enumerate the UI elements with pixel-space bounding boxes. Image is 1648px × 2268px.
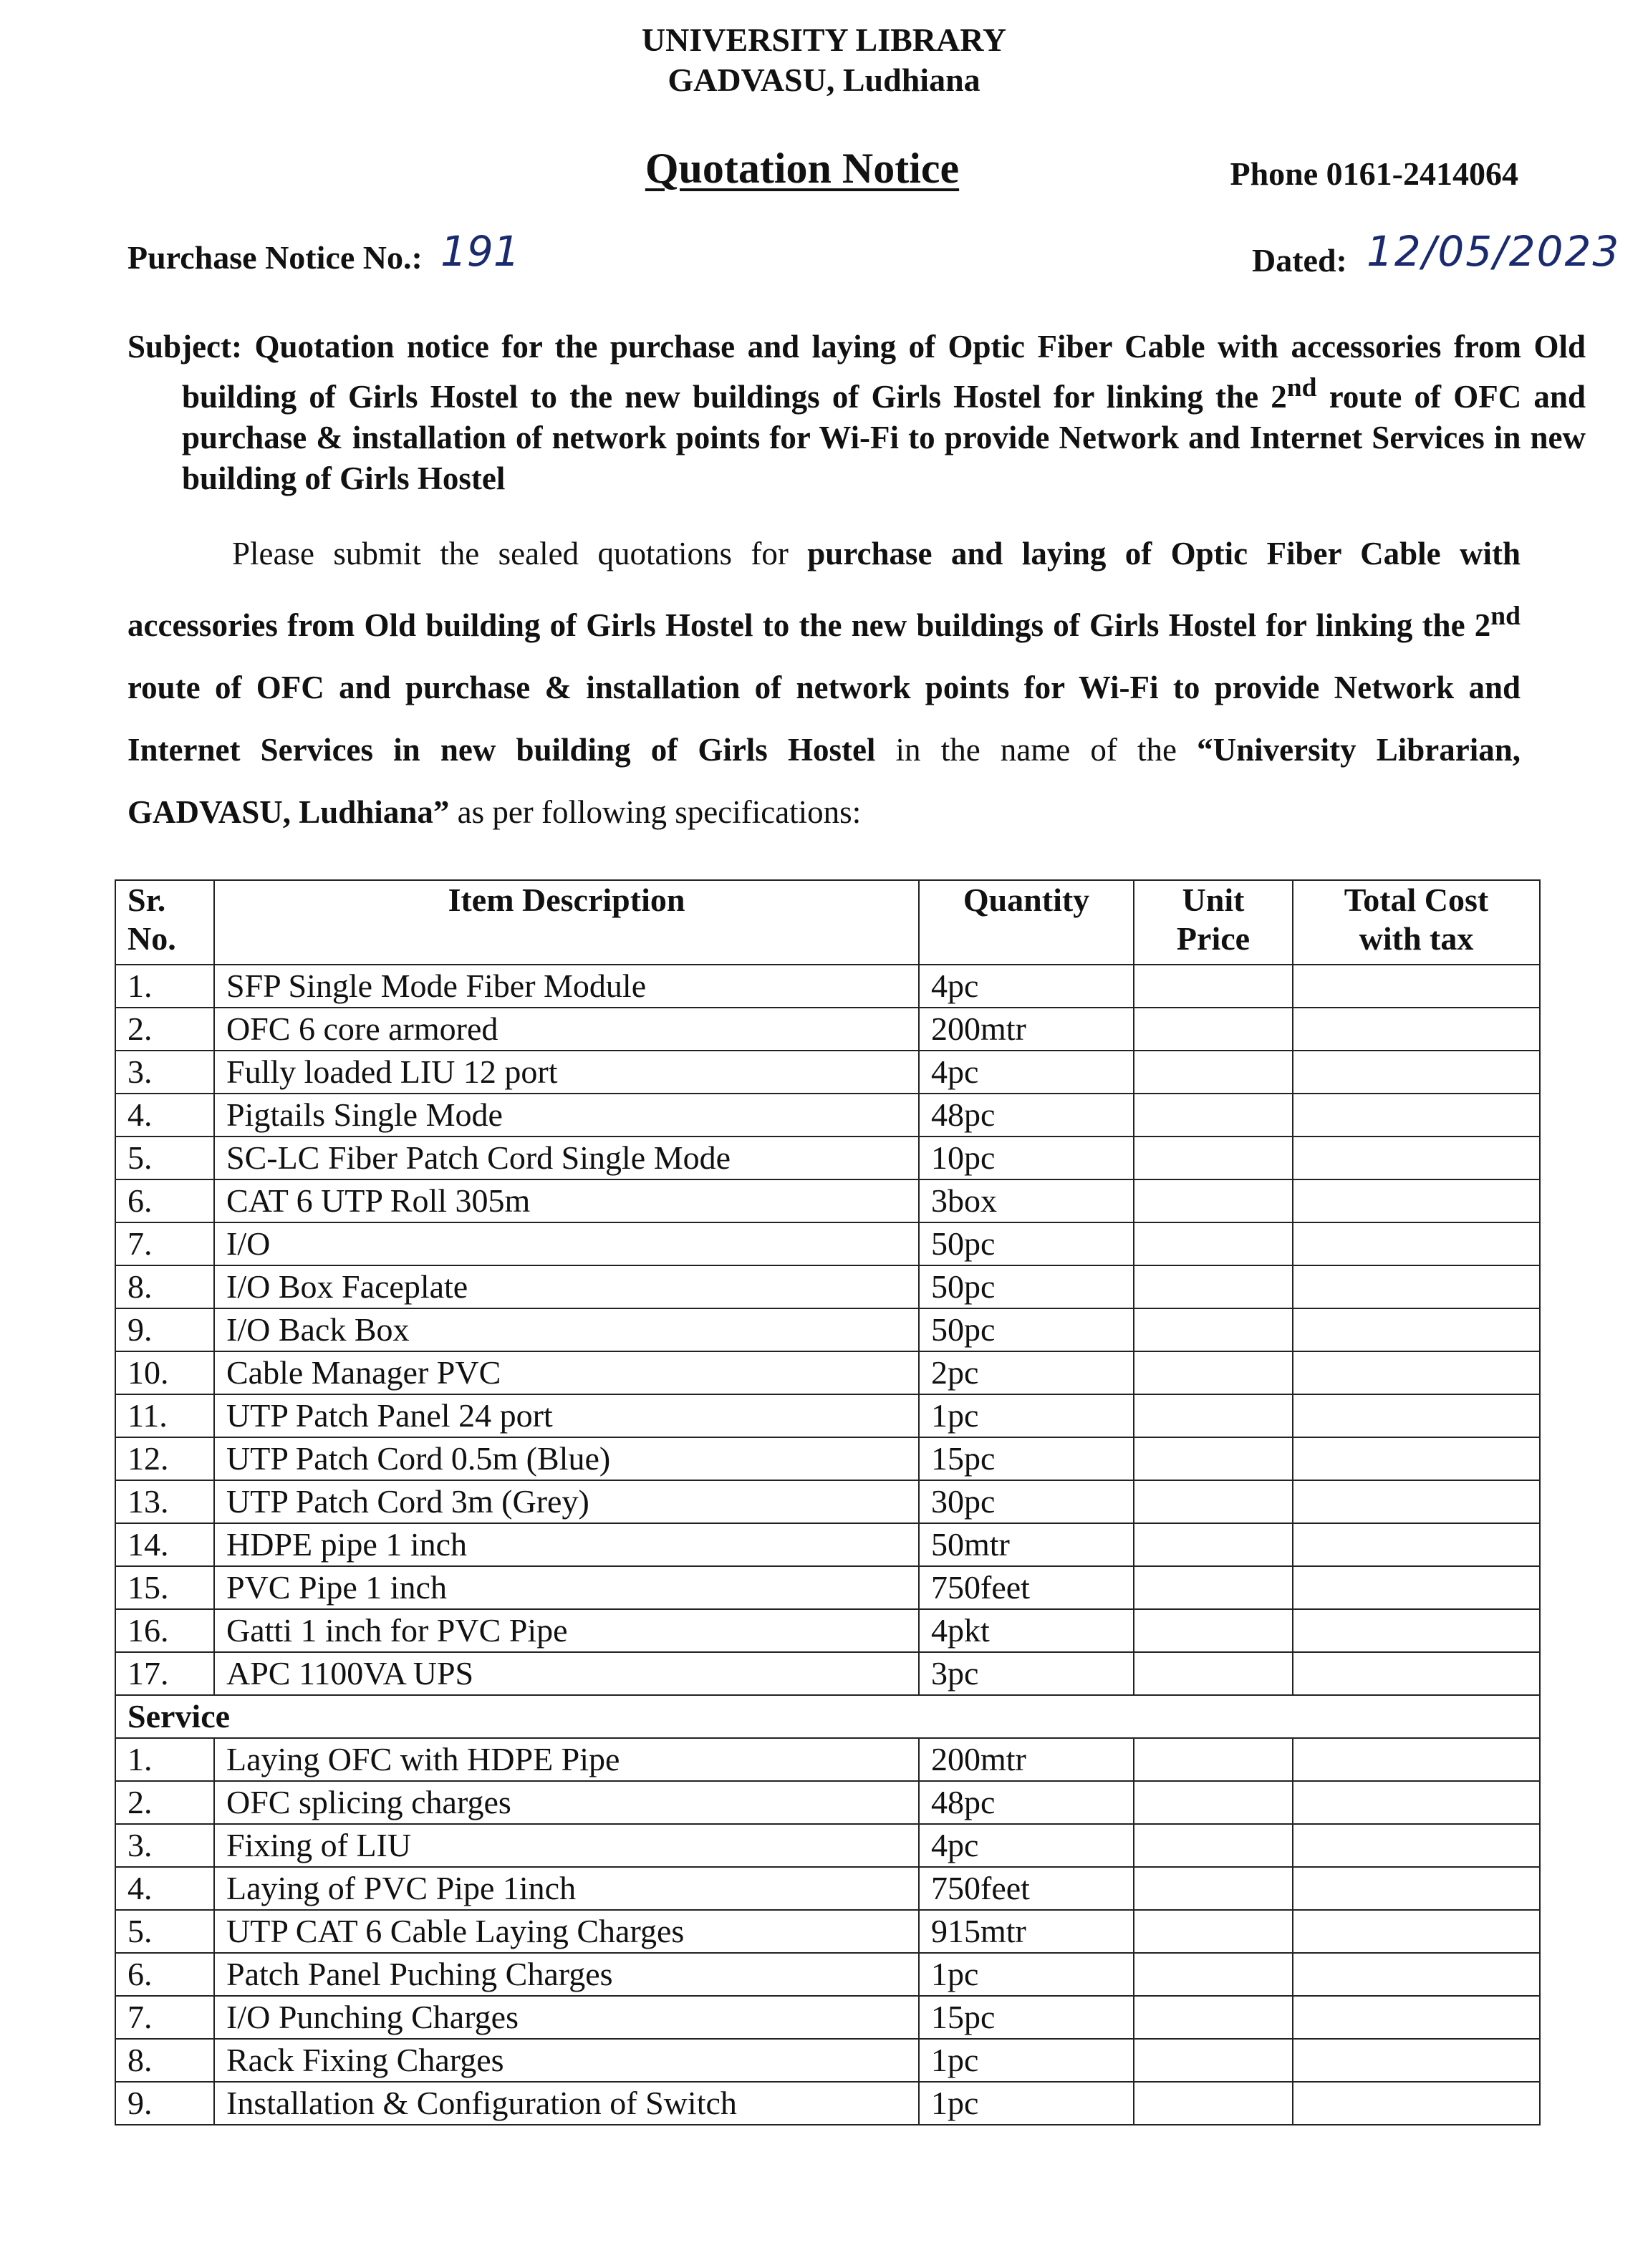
row-unit-price	[1134, 1094, 1293, 1137]
row-quantity: 1pc	[919, 2082, 1134, 2125]
row-item-description: Fully loaded LIU 12 port	[214, 1051, 919, 1094]
subject-label: Subject:	[127, 329, 242, 365]
table-row	[115, 1308, 1540, 1351]
row-item-description: I/O Box Faceplate	[214, 1265, 919, 1308]
table-row	[115, 1738, 1540, 1781]
body-bold-part2: route of OFC and purchase & installation of network points for Wi-Fi to provide Network and Internet Services in new building of Girls Hostel	[127, 670, 1521, 768]
row-sr-no: 3.	[115, 1824, 214, 1867]
row-unit-price	[1134, 1996, 1293, 2039]
row-quantity: 2pc	[919, 1351, 1134, 1394]
row-unit-price	[1134, 1137, 1293, 1179]
row-quantity: 50mtr	[919, 1523, 1134, 1566]
library-name: UNIVERSITY LIBRARY	[641, 21, 1007, 58]
table-row	[115, 1222, 1540, 1265]
row-total-cost	[1293, 1566, 1540, 1609]
row-item-description: HDPE pipe 1 inch	[214, 1523, 919, 1566]
row-sr-no: 7.	[115, 1996, 214, 2039]
row-unit-price	[1134, 2039, 1293, 2082]
subject-text: Quotation notice for the purchase and laying of Optic Fiber Cable with accessories from Old building of Girls Hostel to the new buildings of Girls Hostel for linking the 2	[182, 329, 1586, 415]
table-row	[115, 1179, 1540, 1222]
row-item-description: Laying of PVC Pipe 1inch	[214, 1867, 919, 1910]
row-sr-no: 2.	[115, 1781, 214, 1824]
row-sr-no: 14.	[115, 1523, 214, 1566]
body-quoted-name: “University Librarian, GADVASU, Ludhiana”	[127, 732, 1521, 830]
row-item-description: Rack Fixing Charges	[214, 2039, 919, 2082]
row-total-cost	[1293, 1394, 1540, 1437]
row-sr-no: 10.	[115, 1351, 214, 1394]
row-sr-no: 4.	[115, 1867, 214, 1910]
table-row	[115, 1867, 1540, 1910]
row-total-cost	[1293, 1652, 1540, 1695]
row-sr-no: 11.	[115, 1394, 214, 1437]
row-quantity: 200mtr	[919, 1008, 1134, 1051]
row-unit-price	[1134, 1480, 1293, 1523]
row-item-description: OFC splicing charges	[214, 1781, 919, 1824]
dated-value: 12/05/2023	[1367, 227, 1621, 276]
subject-superscript: nd	[1286, 373, 1317, 402]
body-intro: Please submit the sealed quotations for	[232, 536, 808, 571]
row-total-cost	[1293, 1996, 1540, 2039]
row-sr-no: 15.	[115, 1566, 214, 1609]
row-item-description: Fixing of LIU	[214, 1824, 919, 1867]
table-row	[115, 1953, 1540, 1996]
row-total-cost	[1293, 1781, 1540, 1824]
row-item-description: OFC 6 core armored	[214, 1008, 919, 1051]
row-item-description: PVC Pipe 1 inch	[214, 1566, 919, 1609]
service-section-label: Service	[115, 1695, 1540, 1738]
row-sr-no: 1.	[115, 1738, 214, 1781]
row-quantity: 30pc	[919, 1480, 1134, 1523]
row-total-cost	[1293, 1523, 1540, 1566]
row-quantity: 15pc	[919, 1996, 1134, 2039]
row-item-description: Laying OFC with HDPE Pipe	[214, 1738, 919, 1781]
row-quantity: 1pc	[919, 1953, 1134, 1996]
row-item-description: I/O Punching Charges	[214, 1996, 919, 2039]
row-quantity: 50pc	[919, 1222, 1134, 1265]
row-unit-price	[1134, 1437, 1293, 1480]
row-quantity: 1pc	[919, 2039, 1134, 2082]
table-row	[115, 1566, 1540, 1609]
university-location: GADVASU, Ludhiana	[668, 62, 980, 98]
body-superscript: nd	[1490, 602, 1521, 631]
notice-title: Quotation Notice	[645, 145, 960, 192]
table-row	[115, 1008, 1540, 1051]
row-quantity: 4pc	[919, 965, 1134, 1008]
row-item-description: Cable Manager PVC	[214, 1351, 919, 1394]
row-item-description: UTP Patch Panel 24 port	[214, 1394, 919, 1437]
header-sr-no: Sr. No.	[115, 880, 214, 965]
row-quantity: 750feet	[919, 1867, 1134, 1910]
header-total-cost: Total Cost with tax	[1293, 880, 1540, 965]
row-quantity: 915mtr	[919, 1910, 1134, 1953]
body-bold-part1: purchase and laying of Optic Fiber Cable with accessories from Old building of Girls Hostel to the new buildings of Girls Hostel for linking the 2	[127, 536, 1521, 643]
row-unit-price	[1134, 1523, 1293, 1566]
row-quantity: 4pkt	[919, 1609, 1134, 1652]
row-sr-no: 9.	[115, 2082, 214, 2125]
purchase-notice-number: 191	[440, 227, 520, 276]
body-middle: in the name of the	[875, 732, 1198, 768]
dated-label: Dated:	[1252, 242, 1347, 279]
row-sr-no: 3.	[115, 1051, 214, 1094]
row-quantity: 4pc	[919, 1824, 1134, 1867]
row-total-cost	[1293, 1351, 1540, 1394]
row-unit-price	[1134, 1609, 1293, 1652]
row-total-cost	[1293, 1437, 1540, 1480]
row-item-description: CAT 6 UTP Roll 305m	[214, 1179, 919, 1222]
row-unit-price	[1134, 1351, 1293, 1394]
row-total-cost	[1293, 1824, 1540, 1867]
row-total-cost	[1293, 1179, 1540, 1222]
row-unit-price	[1134, 1222, 1293, 1265]
row-quantity: 48pc	[919, 1094, 1134, 1137]
row-sr-no: 6.	[115, 1179, 214, 1222]
table-row	[115, 1523, 1540, 1566]
table-row	[115, 1824, 1540, 1867]
row-total-cost	[1293, 2039, 1540, 2082]
table-body	[115, 965, 1540, 2125]
table-row	[115, 1094, 1540, 1137]
row-total-cost	[1293, 1308, 1540, 1351]
row-sr-no: 8.	[115, 1265, 214, 1308]
row-total-cost	[1293, 1265, 1540, 1308]
table-row	[115, 965, 1540, 1008]
row-item-description: Gatti 1 inch for PVC Pipe	[214, 1609, 919, 1652]
row-total-cost	[1293, 1867, 1540, 1910]
body-ending: as per following specifications:	[449, 794, 862, 830]
row-quantity: 10pc	[919, 1137, 1134, 1179]
row-total-cost	[1293, 1910, 1540, 1953]
row-sr-no: 17.	[115, 1652, 214, 1695]
row-sr-no: 7.	[115, 1222, 214, 1265]
subject-paragraph	[127, 327, 1586, 499]
row-item-description: Patch Panel Puching Charges	[214, 1953, 919, 1996]
row-item-description: I/O	[214, 1222, 919, 1265]
table-row	[115, 1437, 1540, 1480]
table-row	[115, 1652, 1540, 1695]
row-sr-no: 13.	[115, 1480, 214, 1523]
row-total-cost	[1293, 1222, 1540, 1265]
row-item-description: SC-LC Fiber Patch Cord Single Mode	[214, 1137, 919, 1179]
table-row	[115, 1609, 1540, 1652]
row-sr-no: 8.	[115, 2039, 214, 2082]
header-quantity: Quantity	[919, 880, 1134, 965]
row-quantity: 3box	[919, 1179, 1134, 1222]
row-item-description: UTP Patch Cord 0.5m (Blue)	[214, 1437, 919, 1480]
row-item-description: I/O Back Box	[214, 1308, 919, 1351]
table-row	[115, 1480, 1540, 1523]
table-row	[115, 2039, 1540, 2082]
row-sr-no: 5.	[115, 1137, 214, 1179]
row-unit-price	[1134, 1781, 1293, 1824]
row-item-description: Pigtails Single Mode	[214, 1094, 919, 1137]
row-unit-price	[1134, 2082, 1293, 2125]
row-unit-price	[1134, 1910, 1293, 1953]
row-quantity: 15pc	[919, 1437, 1134, 1480]
row-total-cost	[1293, 1051, 1540, 1094]
row-total-cost	[1293, 1953, 1540, 1996]
row-sr-no: 16.	[115, 1609, 214, 1652]
row-unit-price	[1134, 1824, 1293, 1867]
table-row	[115, 1910, 1540, 1953]
row-quantity: 1pc	[919, 1394, 1134, 1437]
table-header-row	[115, 880, 1540, 965]
row-total-cost	[1293, 1008, 1540, 1051]
body-paragraph	[127, 523, 1521, 844]
table-row	[115, 2082, 1540, 2125]
row-quantity: 750feet	[919, 1566, 1134, 1609]
row-sr-no: 2.	[115, 1008, 214, 1051]
row-unit-price	[1134, 1051, 1293, 1094]
row-total-cost	[1293, 1738, 1540, 1781]
table-row	[115, 1137, 1540, 1179]
row-sr-no: 1.	[115, 965, 214, 1008]
row-unit-price	[1134, 1179, 1293, 1222]
row-unit-price	[1134, 1566, 1293, 1609]
row-item-description: UTP CAT 6 Cable Laying Charges	[214, 1910, 919, 1953]
header-item-description: Item Description	[214, 880, 919, 965]
row-unit-price	[1134, 1738, 1293, 1781]
table-row	[115, 1351, 1540, 1394]
row-total-cost	[1293, 2082, 1540, 2125]
table-row	[115, 1996, 1540, 2039]
row-unit-price	[1134, 1308, 1293, 1351]
row-total-cost	[1293, 1480, 1540, 1523]
row-item-description: UTP Patch Cord 3m (Grey)	[214, 1480, 919, 1523]
row-item-description: SFP Single Mode Fiber Module	[214, 965, 919, 1008]
row-total-cost	[1293, 1137, 1540, 1179]
table-row	[115, 1051, 1540, 1094]
row-sr-no: 5.	[115, 1910, 214, 1953]
row-unit-price	[1134, 965, 1293, 1008]
row-unit-price	[1134, 1265, 1293, 1308]
row-sr-no: 4.	[115, 1094, 214, 1137]
header-unit-price: Unit Price	[1134, 880, 1293, 965]
row-quantity: 50pc	[919, 1265, 1134, 1308]
row-item-description: Installation & Configuration of Switch	[214, 2082, 919, 2125]
row-unit-price	[1134, 1008, 1293, 1051]
row-unit-price	[1134, 1652, 1293, 1695]
row-unit-price	[1134, 1394, 1293, 1437]
phone-number: Phone 0161-2414064	[1230, 155, 1518, 192]
row-sr-no: 9.	[115, 1308, 214, 1351]
purchase-notice-label: Purchase Notice No.:	[127, 239, 423, 276]
row-sr-no: 6.	[115, 1953, 214, 1996]
row-quantity: 4pc	[919, 1051, 1134, 1094]
service-section-row	[115, 1695, 1540, 1738]
table-row	[115, 1781, 1540, 1824]
row-total-cost	[1293, 965, 1540, 1008]
table-row	[115, 1394, 1540, 1437]
row-item-description: APC 1100VA UPS	[214, 1652, 919, 1695]
row-quantity: 48pc	[919, 1781, 1134, 1824]
table-row	[115, 1265, 1540, 1308]
row-quantity: 200mtr	[919, 1738, 1134, 1781]
row-total-cost	[1293, 1094, 1540, 1137]
row-quantity: 3pc	[919, 1652, 1134, 1695]
row-sr-no: 12.	[115, 1437, 214, 1480]
row-quantity: 50pc	[919, 1308, 1134, 1351]
specification-table	[115, 879, 1541, 2125]
row-total-cost	[1293, 1609, 1540, 1652]
row-unit-price	[1134, 1867, 1293, 1910]
subject-text-cont: route of OFC and purchase & installation of network points for Wi-Fi to provide Network and Internet Services in new building of Girls Hostel	[182, 379, 1586, 496]
row-unit-price	[1134, 1953, 1293, 1996]
